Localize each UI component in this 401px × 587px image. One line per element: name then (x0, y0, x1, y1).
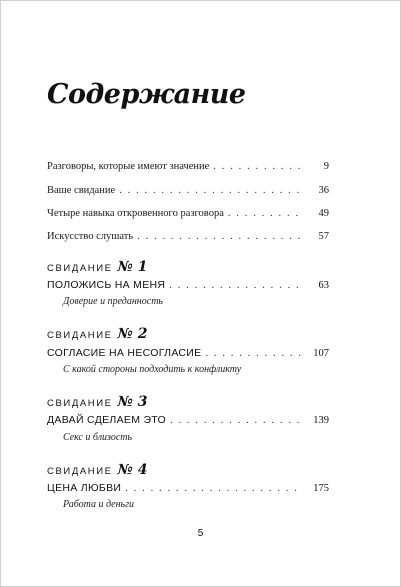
toc-entry[interactable] (47, 231, 329, 242)
chapter-title: СОГЛАСИЕ НА НЕСОГЛАСИЕ (47, 347, 202, 359)
date-heading-word: СВИДАНИЕ (47, 398, 113, 409)
chapter-title: ПОЛОЖИСЬ НА МЕНЯ (47, 279, 166, 291)
chapter-subtitle: Секс и близость (63, 432, 133, 443)
toc-entry-label: Разговоры, которые имеют значение (47, 161, 210, 172)
toc-entry-label: Ваше свидание (47, 185, 116, 196)
date-heading (47, 462, 147, 478)
dot-leader (205, 348, 303, 359)
dot-leader (228, 208, 303, 219)
dot-leader (137, 231, 303, 242)
toc-entry-page: 49 (318, 208, 329, 219)
chapter-title: ЦЕНА ЛЮБВИ (47, 482, 122, 494)
chapter-subtitle: Доверие и преданность (63, 296, 163, 307)
date-heading-word: СВИДАНИЕ (47, 330, 113, 341)
dot-leader (119, 185, 303, 196)
date-heading (47, 326, 147, 342)
chapter-entry[interactable] (47, 279, 329, 291)
toc-entry-page: 36 (318, 185, 329, 196)
toc-entry-label: Искусство слушать (47, 231, 134, 242)
dot-leader (213, 161, 303, 172)
toc-entry[interactable] (47, 161, 329, 172)
chapter-title: ДАВАЙ СДЕЛАЕМ ЭТО (47, 414, 167, 426)
chapter-entry[interactable] (47, 414, 329, 426)
toc-entry[interactable] (47, 208, 329, 219)
chapter-entry[interactable] (47, 347, 329, 359)
chapter-page: 63 (318, 280, 329, 291)
date-heading-word: СВИДАНИЕ (47, 466, 113, 477)
date-heading-number: № 3 (117, 394, 148, 410)
page-title: Содержание (47, 79, 246, 110)
dot-leader (169, 280, 303, 291)
date-heading-number: № 1 (117, 259, 148, 275)
toc-entry-label: Четыре навыка откровенного разговора (47, 208, 224, 219)
chapter-entry[interactable] (47, 482, 329, 494)
toc-entry[interactable] (47, 185, 329, 196)
date-heading (47, 259, 147, 275)
chapter-subtitle: С какой стороны подходить к конфликту (63, 364, 242, 375)
page-number: 5 (197, 528, 204, 539)
dot-leader (125, 483, 303, 494)
chapter-subtitle: Работа и деньги (63, 499, 135, 510)
date-heading-number: № 2 (117, 326, 148, 342)
dot-leader (170, 415, 303, 426)
chapter-page: 107 (313, 348, 329, 359)
chapter-page: 139 (313, 415, 329, 426)
chapter-page: 175 (313, 483, 329, 494)
toc-entry-page: 9 (323, 161, 329, 172)
date-heading (47, 394, 147, 410)
toc-entry-page: 57 (318, 231, 329, 242)
date-heading-word: СВИДАНИЕ (47, 263, 113, 274)
date-heading-number: № 4 (117, 462, 148, 478)
